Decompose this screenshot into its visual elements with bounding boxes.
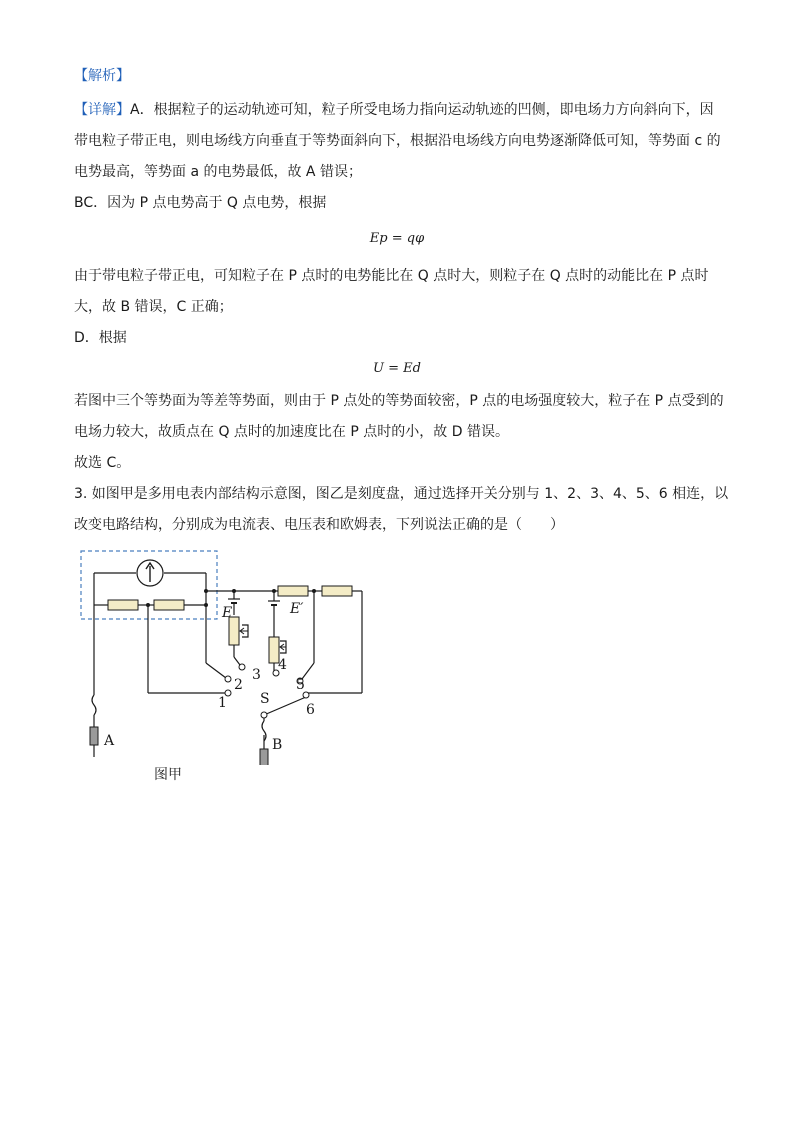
label-s: S [260,691,270,707]
label-b: B [272,737,283,753]
rheostat-1 [229,617,239,645]
label-e: E [222,605,233,621]
analysis-line-7: D．根据 [74,330,127,346]
analysis-line-6: 大，故 B 错误，C 正确； [74,299,233,315]
series-resistor-2 [322,586,352,596]
analysis-line-2: 带电粒子带正电，则电场线方向垂直于等势面斜向下，根据沿电场线方向电势逐渐降低可知，等势面 c 的 [74,133,721,149]
probe-b-icon [260,749,268,765]
contact-2 [225,676,231,682]
analysis-line-10: 故选 C。 [74,455,131,471]
analysis-line-8: 若图中三个等势面为等差等势面，则由于 P 点处的等势面较密，P 点的电场强度较大，粒子在 P 点受到的 [74,393,724,409]
label-5: 5 [296,677,305,693]
probe-a-icon [90,727,98,745]
label-6: 6 [306,702,315,718]
analysis-line-4: BC．因为 P 点电势高于 Q 点电势，根据 [74,195,327,211]
label-2: 2 [234,677,243,693]
formula-ep: Ep = qφ [369,231,425,246]
label-e-prime: E′ [290,601,304,617]
question-3-line-2: 改变电路结构，分别成为电流表、电压表和欧姆表，下列说法正确的是（ ） [74,517,564,533]
label-3: 3 [252,667,261,683]
question-3-line-1: 3. 如图甲是多用电表内部结构示意图，图乙是刻度盘，通过选择开关分别与 1、2、3、4、5、6 相连，以 [74,486,729,502]
analysis-line-5: 由于带电粒子带正电，可知粒子在 P 点时的电势能比在 Q 点时大，则粒子在 Q 点时的动能比在 P 点时 [74,268,709,284]
figure-caption: 图甲 [154,767,182,783]
shunt-resistor-1 [108,600,138,610]
analysis-line-9: 电场力较大，故质点在 Q 点时的加速度比在 P 点时的小，故 D 错误。 [74,424,509,440]
multimeter-circuit-diagram [78,545,378,765]
analysis-line-3: 电势最高，等势面 a 的电势最低，故 A 错误； [74,164,362,180]
contact-3 [239,664,245,670]
label-1: 1 [218,695,227,711]
shunt-resistor-2 [154,600,184,610]
analysis-heading: 【解析】 [74,68,130,84]
detail-tag: 【详解】 [74,102,130,118]
formula-u: U = Ed [373,361,421,376]
switch-pivot [261,712,267,718]
label-a: A [104,733,115,749]
series-resistor-1 [278,586,308,596]
label-4: 4 [278,657,287,673]
analysis-text-1: A．根据粒子的运动轨迹可知，粒子所受电场力指向运动轨迹的凹侧，即电场力方向斜向下，因 [130,102,714,118]
analysis-line-1 [74,100,714,120]
